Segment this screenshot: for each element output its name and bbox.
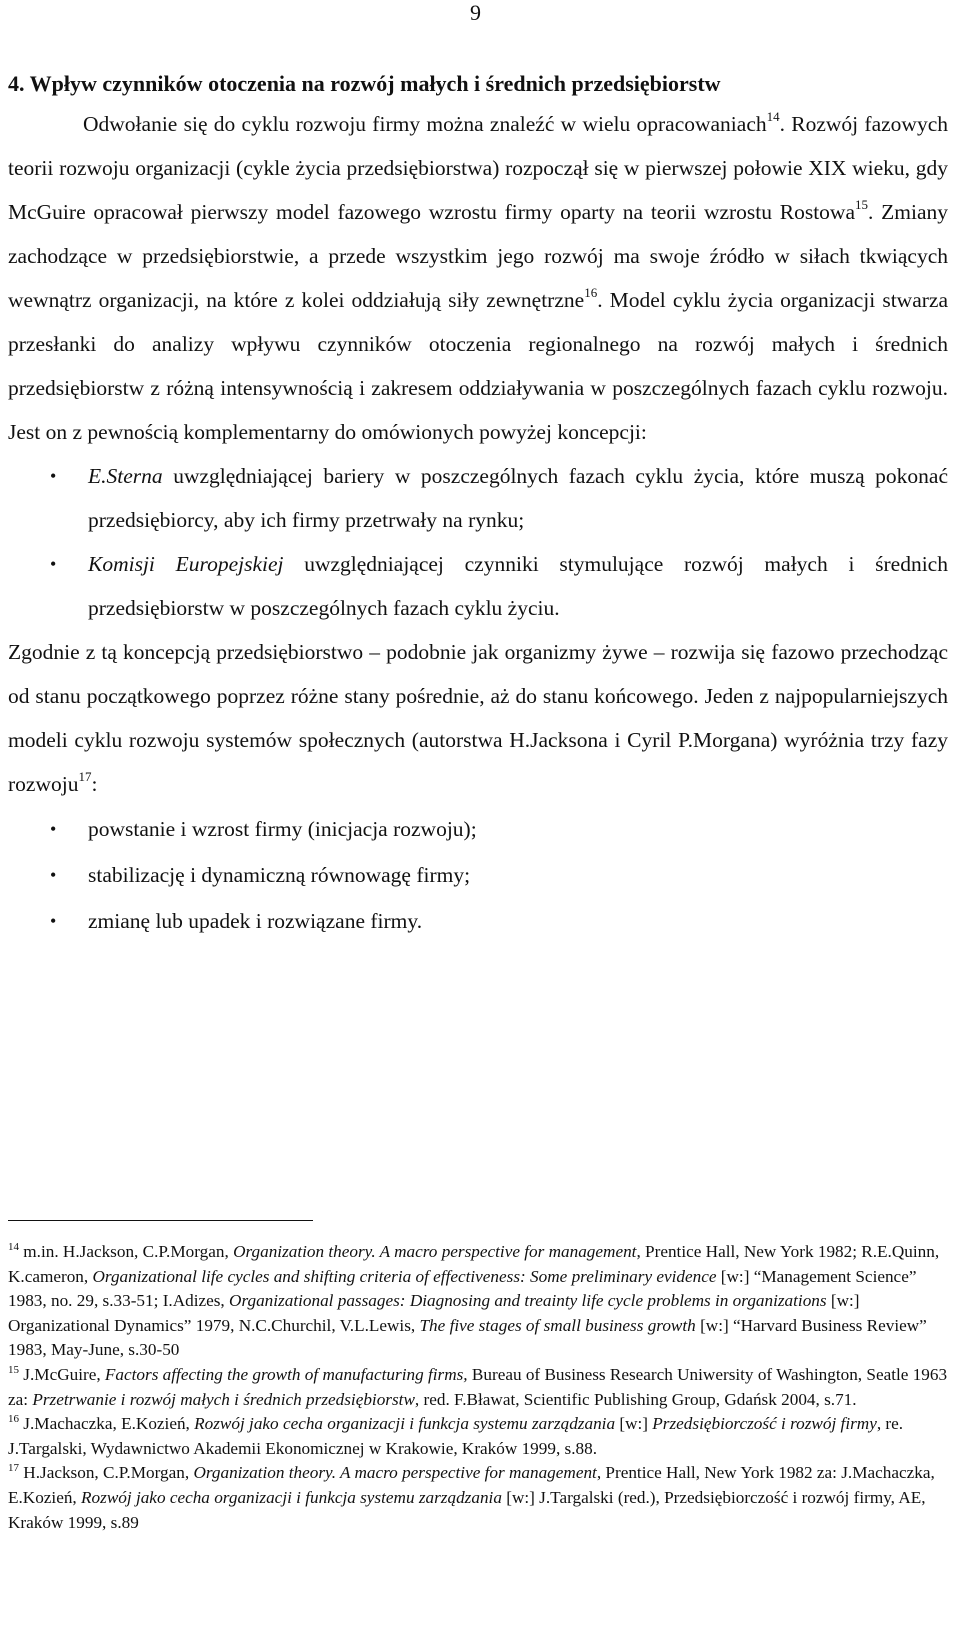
- bullet-icon: •: [50, 911, 57, 931]
- text-run-italic: Rozwój jako cecha organizacji i funkcja systemu zarządzania: [194, 1414, 616, 1434]
- phases-list: [8, 806, 948, 944]
- text-run-italic: Organization theory. A macro perspective for management: [193, 1463, 597, 1483]
- text-run: [w:] “Harvard Business Review” 1983, May-June, s.30-50: [8, 1315, 927, 1360]
- footnote-16: [8, 1412, 948, 1461]
- text-run: [w:] J.Targalski (red.), Przedsiębiorczość i rozwój firmy, AE, Kraków 1999, s.89: [8, 1487, 926, 1532]
- bullet-icon: •: [50, 466, 57, 486]
- text-run: . Zmiany zachodzące w przedsiębiorstwie, a przede wszystkim jego rozwój ma swoje źródło w siłach tkwiących wewnątrz organizacji, na które z kolei oddziałują siły zewnętrzne: [8, 200, 949, 312]
- footnote-number: 15: [8, 1363, 19, 1376]
- text-run-italic: The five stages of small business growth: [419, 1315, 696, 1335]
- footnote-number: 14: [8, 1241, 19, 1253]
- text-run: m.in. H.Jackson, C.P.Morgan,: [19, 1242, 234, 1261]
- paragraph-intro: [8, 102, 948, 454]
- list-item: [8, 542, 948, 630]
- footnote-14: [8, 1240, 948, 1363]
- text-run: Bureau of Business Research Uniwersity of Washington, Seatle 1963 za:: [8, 1364, 948, 1409]
- footnote-17: [8, 1461, 948, 1535]
- bullet-icon: •: [50, 819, 57, 839]
- text-run-italic: Przetrwanie i rozwój małych i średnich przedsiębiorstw: [32, 1389, 415, 1409]
- text-run: H.Jackson, C.P.Morgan,: [19, 1463, 194, 1483]
- text-run: Odwołanie się do cyklu rozwoju firmy można znaleźć w wielu opracowaniach: [83, 112, 767, 136]
- footnote-ref-17[interactable]: 17: [78, 769, 92, 784]
- text-run: . Rozwój fazowych teorii rozwoju organizacji (cykle życia przedsiębiorstwa) rozpoczął się w pierwszej połowie XIX wieku, gdy McGuire opracował pierwszy model fazowego wzrostu firmy oparty na teorii wzrostu Rostowa: [8, 112, 948, 224]
- text-run-italic: Organization theory. A macro perspective for management: [233, 1242, 637, 1261]
- footnote-separator: [8, 1220, 313, 1221]
- text-run: , Prentice Hall, New York 1982; R.E.Quinn, K.cameron,: [8, 1242, 940, 1286]
- text-run: Zgodnie z tą koncepcją przedsiębiorstwo – podobnie jak organizmy żywe – rozwija się fazowo przechodząc od stanu początkowego poprzez różne stany pośrednie, aż do stanu końcowego. Jeden z najpopularniejszych modeli cyklu rozwoju systemów społecznych (autorstwa H.Jacksona i Cyril P.Morgana) wyróżnia trzy fazy rozwoju: [8, 640, 948, 796]
- text-run-italic: Komisji Europejskiej: [88, 552, 284, 576]
- bullet-icon: •: [50, 865, 57, 885]
- text-run-italic: Organizational life cycles and shifting criteria of effectiveness: Some preliminary evidence: [92, 1266, 717, 1286]
- footnote-number: 17: [8, 1462, 19, 1475]
- text-run-italic: Rozwój jako cecha organizacji i funkcja systemu zarządzania: [81, 1487, 502, 1507]
- main-content: [8, 62, 948, 944]
- list-item: [8, 898, 948, 944]
- text-run: [w:] “Management Science” 1983, no. 29, s.33-51; I.Adizes,: [8, 1266, 917, 1311]
- footnote-ref-16[interactable]: 16: [584, 285, 598, 300]
- text-run: J.McGuire,: [19, 1364, 105, 1384]
- section-heading: 4. Wpływ czynników otoczenia na rozwój małych i średnich przedsiębiorstw: [8, 71, 721, 96]
- concepts-list: [8, 454, 948, 630]
- text-run: J.Machaczka, E.Kozień,: [19, 1414, 195, 1434]
- list-item: [8, 454, 948, 542]
- text-run: , Prentice Hall, New York 1982 za: J.Machaczka, E.Kozień,: [8, 1463, 935, 1507]
- text-run-italic: Przedsiębiorczość i rozwój firmy: [652, 1414, 877, 1434]
- footnotes: [8, 1240, 948, 1535]
- page-number: 9: [470, 0, 481, 25]
- footnote-15: [8, 1363, 948, 1412]
- text-run: powstanie i wzrost firmy (inicjacja rozwoju);: [88, 817, 477, 841]
- text-run: stabilizację i dynamiczną równowagę firmy;: [88, 863, 471, 887]
- text-run: , re. J.Targalski, Wydawnictwo Akademii Ekonomicznej w Krakowie, Kraków 1999, s.88.: [8, 1414, 904, 1458]
- text-run: . Model cyklu życia organizacji stwarza przesłanki do analizy wpływu czynników otoczenia regionalnego na rozwój małych i średnich przedsiębiorstw z różną intensywnością i zakresem oddziaływania w poszczególnych fazach cyklu rozwoju. Jest on z pewnością komplementarny do omówionych powyżej koncepcji:: [8, 288, 948, 444]
- footnote-ref-15[interactable]: 15: [855, 197, 869, 212]
- footnote-ref-14[interactable]: 14: [766, 109, 780, 124]
- text-run: uwzględniającej bariery w poszczególnych fazach cyklu życia, które muszą pokonać przedsiębiorcy, aby ich firmy przetrwały na rynku;: [88, 464, 948, 532]
- text-run: uwzględniającej czynniki stymulujące rozwój małych i średnich przedsiębiorstw w poszczególnych fazach cyklu życiu.: [88, 552, 948, 620]
- text-run-italic: Factors affecting the growth of manufacturing firms,: [104, 1364, 468, 1384]
- text-run: [w:] Organizational Dynamics” 1979, N.C.Churchil, V.L.Lewis,: [8, 1291, 860, 1335]
- text-run: zmianę lub upadek i rozwiązane firmy.: [88, 909, 423, 933]
- text-run: , red. F.Bławat, Scientific Publishing Group, Gdańsk 2004, s.71.: [414, 1389, 857, 1409]
- paragraph-model: [8, 630, 948, 806]
- text-run: :: [91, 772, 98, 796]
- text-run-italic: Organizational passages: Diagnosing and treainty life cycle problems in organizations: [229, 1291, 827, 1311]
- list-item: [8, 852, 948, 898]
- text-run-italic: E.Sterna: [88, 464, 163, 488]
- text-run: [w:]: [615, 1414, 653, 1434]
- bullet-icon: •: [50, 554, 57, 574]
- list-item: [8, 806, 948, 852]
- footnote-number: 16: [8, 1413, 19, 1426]
